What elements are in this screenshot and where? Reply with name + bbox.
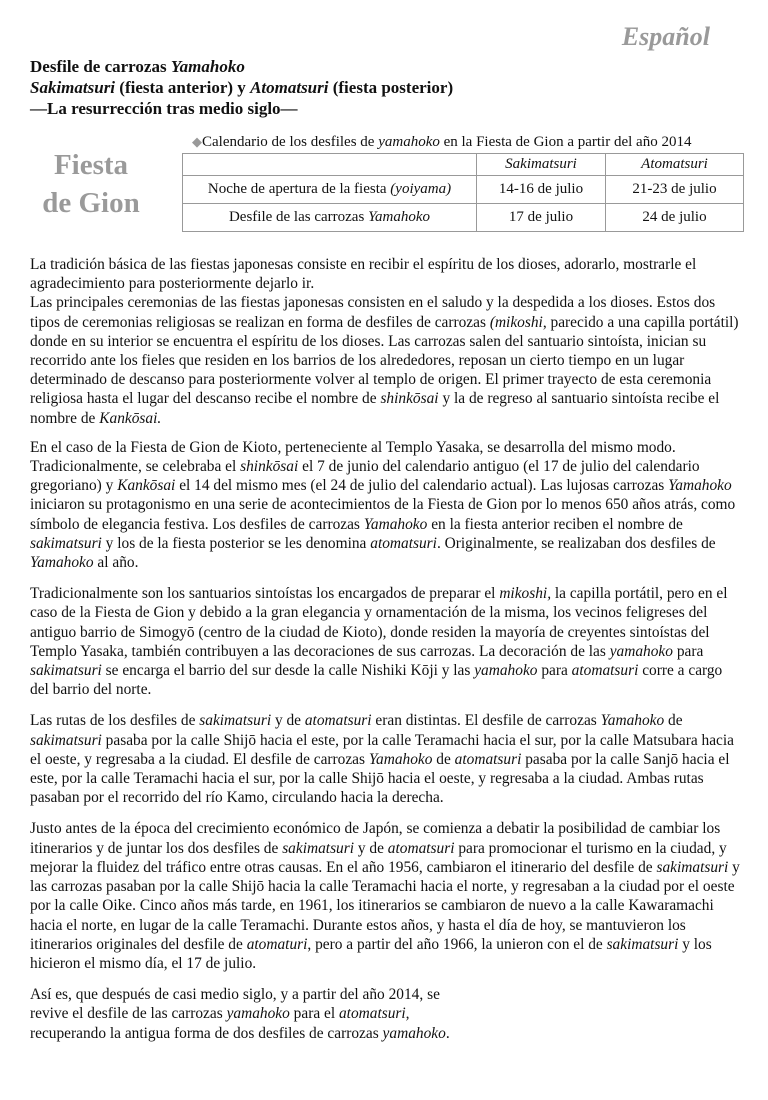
- text-italic: yamahoko: [226, 1005, 290, 1023]
- calendar-table: [182, 153, 744, 232]
- text: el 14 del mismo mes (el 24 de julio del calendario actual). Las lujosas carrozas: [175, 477, 669, 495]
- title-text: Desfile de carrozas: [30, 57, 171, 76]
- text: al año.: [93, 554, 139, 572]
- text-italic: atomatsuri: [387, 839, 455, 857]
- table-header-row: [183, 154, 744, 176]
- text: Así es, que después de casi medio siglo, y a partir del año 2014, se revive el desfile de las carrozas: [30, 986, 440, 1023]
- text: , parecido a una capilla portátil) donde en su interior se encuentra el espíritu de los dioses. Las carrozas salen del santuario sintoísta, inician su recorrido ante los fieles que residen en los barrios de los alrededores, reposan un cierto tiempo en un lugar determinado de descanso para posteriormente volver al templo de origen. El primer trayecto de esta ceremonia religiosa hasta el lugar del descanso recibe el nombre de: [30, 313, 739, 408]
- caption-text: Calendario de los desfiles de: [202, 134, 379, 150]
- title-text-italic: Yamahoko: [170, 57, 245, 76]
- text: de: [664, 712, 683, 730]
- paragraph-6: [30, 985, 462, 1043]
- text-italic: Yamahoko: [368, 750, 433, 768]
- title-line-2: [30, 77, 453, 98]
- text: la capilla portátil, pero en el caso de la Fiesta de Gion y debido a la gran elegancia y ornamentación de la misma, los vecinos feligreses del antiguo barrio de Simogyō (centro de la ciudad de Kioto), donde residen la mayoría de creyentes sintoístas del Templo Yasaka, también contribuyen a las decoraciones de sus carrozas. La decoración de las: [30, 585, 728, 660]
- text-italic: yamahoko: [609, 642, 673, 660]
- text: el 7 de junio del calendario antiguo (el 17 de julio del calendario gregoriano) y: [30, 458, 700, 495]
- text-italic: shinkōsai: [380, 390, 439, 408]
- cell-atomatsuri: 21-23 de julio: [606, 176, 744, 204]
- caption-text: en la Fiesta de Gion a partir del año 2014: [439, 134, 692, 150]
- text-italic: sakimatsuri: [282, 839, 355, 857]
- header-cell: [183, 154, 477, 176]
- text: eran distintas. El desfile de carrozas: [371, 712, 601, 730]
- text: La tradición básica de las fiestas japonesas consiste en recibir el espíritu de los dioses, adorarlo, mostrarle el agradecimiento para posteriormente dejarlo ir.: [30, 256, 697, 293]
- diamond-icon: ◆: [192, 134, 202, 149]
- text: se encarga el barrio del sur desde la calle Nishiki Kōji y las: [101, 662, 475, 680]
- text-italic: sakimatsuri: [606, 935, 679, 953]
- text: y la de regreso al santuario sintoísta recibe el nombre de: [30, 390, 720, 427]
- side-heading-line-1: Fiesta: [53, 149, 129, 181]
- title-text-italic: Atomatsuri: [250, 78, 329, 97]
- text: . Originalmente, se realizaban dos desfiles de: [436, 534, 716, 552]
- title-line-1: [30, 56, 453, 77]
- row-label: [183, 176, 477, 204]
- side-heading: [24, 146, 158, 222]
- paragraph-3: [30, 584, 742, 699]
- article-body: [30, 255, 742, 1055]
- text-italic: Yamahoko: [30, 554, 94, 572]
- text: Tradicionalmente son los santuarios sintoístas los encargados de preparar el: [30, 585, 500, 603]
- text: para: [672, 642, 704, 660]
- paragraph-5: [30, 819, 742, 973]
- text-italic: Yamahoko: [363, 515, 428, 533]
- cell-sakimatsuri: 14-16 de julio: [477, 176, 606, 204]
- text: y de: [271, 712, 305, 730]
- text-italic: sakimatsuri: [30, 662, 102, 680]
- document-title: [30, 56, 453, 119]
- table-row: [183, 204, 744, 232]
- paragraph-2: [30, 438, 742, 572]
- text-italic: atomatsuri,: [338, 1005, 410, 1023]
- text: pasaba por la calle Sanjō hacia el este, por la calle Teramachi hacia el sur, por la calle Shijō hacia el oeste, y regresaba a la ciudad. Ambas rutas pasaban por el recorrido del río Kamo, circulando hacia la derecha.: [30, 750, 730, 807]
- text: En el caso de la Fiesta de Gion de Kioto, perteneciente al Templo Yasaka, se desarrolla del mismo modo. Tradicionalmente, se celebraba el: [30, 438, 676, 476]
- text: Las principales ceremonias de las fiestas japonesas consisten en el saludo y la despedida a los dioses. Estos dos tipos de ceremonias religiosas se realizan en forma de desfiles de carrozas: [30, 294, 716, 331]
- header-cell-atomatsuri: Atomatsuri: [606, 154, 744, 176]
- paragraph-4: [30, 711, 742, 807]
- text: para promocionar el turismo en la ciudad, y mejorar la fluidez del tráfico entre otras causas. En el año 1956, cambiaron el itinerario del desfile de: [30, 839, 727, 876]
- row-label-italic: Yamahoko: [368, 209, 431, 225]
- text: corre a cargo del barrio del norte.: [30, 662, 723, 699]
- text-italic: atomatsuri: [304, 712, 372, 730]
- text-italic: atomatsuri: [370, 534, 437, 552]
- paragraph-1: [30, 255, 742, 428]
- text-italic: sakimatsuri: [30, 534, 102, 552]
- text: iniciaron su protagonismo en una serie de acontecimientos de la Fiesta de Gion por lo menos 650 años atrás, como símbolo de elegancia festiva. Los desfiles de carrozas: [30, 496, 736, 533]
- text: , pero a partir del año 1966, la unieron con el de: [307, 935, 607, 953]
- text-italic: yamahoko: [474, 662, 538, 680]
- text: y los: [678, 935, 712, 953]
- text-italic: Kankōsai: [117, 477, 176, 495]
- text-italic: Kankōsai.: [99, 409, 162, 427]
- title-line-3: —La resurrección tras medio siglo—: [30, 99, 298, 118]
- row-label-text: Noche de apertura de la fiesta: [207, 181, 391, 197]
- calendar-caption: [192, 134, 691, 151]
- title-text-italic: Sakimatsuri: [30, 78, 116, 97]
- row-label-text: Desfile de las carrozas: [228, 209, 369, 225]
- text-italic: atomatsuri: [454, 750, 522, 768]
- text-italic: yamahoko: [382, 1024, 446, 1042]
- text-italic: sakimatsuri: [656, 858, 729, 876]
- table-row: [183, 176, 744, 204]
- text-italic: (mikoshi: [489, 313, 543, 331]
- text: de: [432, 750, 455, 768]
- row-label: [183, 204, 477, 232]
- text: .: [445, 1024, 450, 1042]
- title-text: (fiesta anterior) y: [115, 78, 251, 97]
- row-label-italic: (yoiyama): [390, 181, 452, 197]
- title-text: (fiesta posterior): [328, 78, 454, 97]
- text: y las carrozas pasaban por la calle Shijō hacia la calle Teramachi hacia el norte, y regresaban a la ciudad por el oeste por la calle Oike. Cinco años más tarde, en 1961, los itinerarios se cambiaron de nuevo a la calle Kawaramachi hacia el norte, en lugar de la calle Teramachi. Durante estos años, y hasta el día de hoy, se mantuvieron los itinerarios originales del desfile de: [30, 858, 740, 953]
- text-italic: atomaturi: [246, 935, 308, 953]
- text: Las rutas de los desfiles de: [30, 712, 200, 730]
- text: pasaba por la calle Shijō hacia el este, por la calle Teramachi hacia el sur, por la calle Matsubara hacia el oeste, y regresaba a la ciudad. El desfile de carrozas: [30, 731, 734, 768]
- cell-atomatsuri: 24 de julio: [606, 204, 744, 232]
- header-cell-sakimatsuri: Sakimatsuri: [477, 154, 606, 176]
- text: recuperando la antigua forma de dos desfiles de carrozas: [30, 1024, 383, 1042]
- caption-text-italic: yamahoko: [378, 134, 440, 150]
- text-italic: atomatsuri: [571, 662, 639, 680]
- text: en la fiesta anterior reciben el nombre de: [427, 515, 683, 533]
- text-italic: sakimatsuri: [30, 731, 102, 749]
- text: hicieron el mismo día, el 17 de julio.: [30, 954, 257, 972]
- text-italic: sakimatsuri: [199, 712, 272, 730]
- cell-sakimatsuri: 17 de julio: [477, 204, 606, 232]
- language-label: Español: [621, 22, 710, 51]
- text-italic: Yamahoko: [668, 477, 732, 495]
- text: Justo antes de la época del crecimiento económico de Japón, se comienza a debatir la posibilidad de cambiar los itinerarios y de juntar los dos desfiles de: [30, 820, 721, 857]
- text: para el: [289, 1005, 339, 1023]
- text: y los de la fiesta posterior se les denomina: [101, 534, 371, 552]
- text-italic: mikoshi,: [499, 585, 552, 603]
- side-heading-line-2: de Gion: [42, 187, 140, 219]
- text-italic: shinkōsai: [240, 458, 299, 476]
- text: para: [537, 662, 572, 680]
- text: y de: [354, 839, 388, 857]
- text-italic: Yamahoko: [600, 712, 665, 730]
